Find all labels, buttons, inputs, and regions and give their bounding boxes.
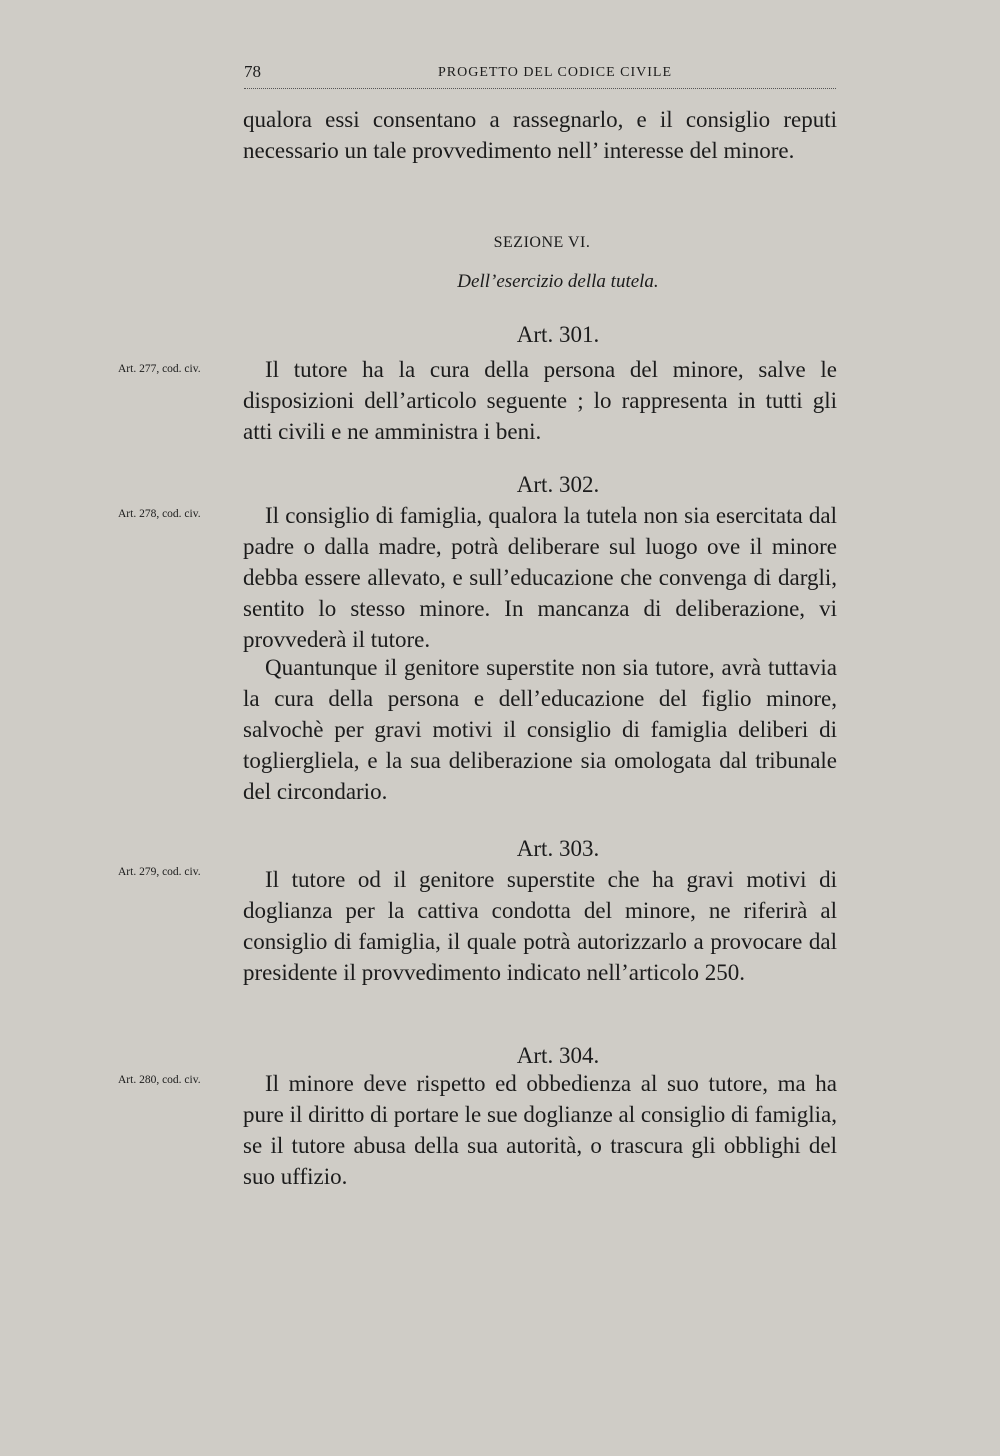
margin-note: Art. 278, cod. civ. [118, 508, 201, 520]
margin-note: Art. 277, cod. civ. [118, 363, 201, 375]
article-heading: Art. 302. [516, 472, 600, 497]
section-subtitle: Dell’esercizio della tutela. [457, 271, 659, 292]
section-title: SEZIONE VI. [493, 234, 591, 251]
continuation-paragraph: qualora essi consentano a rassegnarlo, e il consiglio reputi necessario un tale provvedimento nell’ interesse del minore. [243, 107, 837, 163]
article-paragraph: Il minore deve rispetto ed obbedienza al suo tutore, ma ha pure il diritto di portare le sue doglianze al consiglio di famiglia, se il tutore abusa della sua autorità, o trascura gli obblighi del suo uffizio. [243, 1071, 838, 1189]
margin-note: Art. 280, cod. civ. [118, 1074, 201, 1086]
page-header [244, 62, 836, 89]
page-number: 78 [244, 62, 261, 81]
article-heading: Art. 303. [516, 836, 600, 861]
article-heading: Art. 301. [516, 322, 600, 347]
running-title: PROGETTO DEL CODICE CIVILE [437, 65, 673, 80]
article-heading: Art. 304. [516, 1043, 600, 1068]
article-paragraph: Il consiglio di famiglia, qualora la tutela non sia esercitata dal padre o dalla madre, potrà deliberare sul luogo ove il minore debba essere allevato, e sull’educazione che convenga di dargli, sentito lo stesso minore. In mancanza di deliberazione, vi provvederà il tutore. [243, 503, 837, 652]
article-paragraph: Il tutore ha la cura della persona del minore, salve le disposizioni dell’articolo seguente ; lo rappresenta in tutti gli atti civili e ne amministra i beni. [243, 357, 837, 444]
margin-note: Art. 279, cod. civ. [118, 866, 201, 878]
article-paragraph: Il tutore od il genitore superstite che ha gravi motivi di doglianza per la cattiva condotta del minore, ne riferirà al consiglio di famiglia, il quale potrà autorizzarlo a provocare dal presidente il provvedimento indicato nell’articolo 250. [243, 867, 837, 985]
article-paragraph: Quantunque il genitore superstite non sia tutore, avrà tuttavia la cura della persona e dell’educazione del figlio minore, salvochè per gravi motivi il consiglio di famiglia deliberi di togliergliela, e la sua deliberazione sia omologata dal tribunale del circondario. [243, 655, 837, 804]
